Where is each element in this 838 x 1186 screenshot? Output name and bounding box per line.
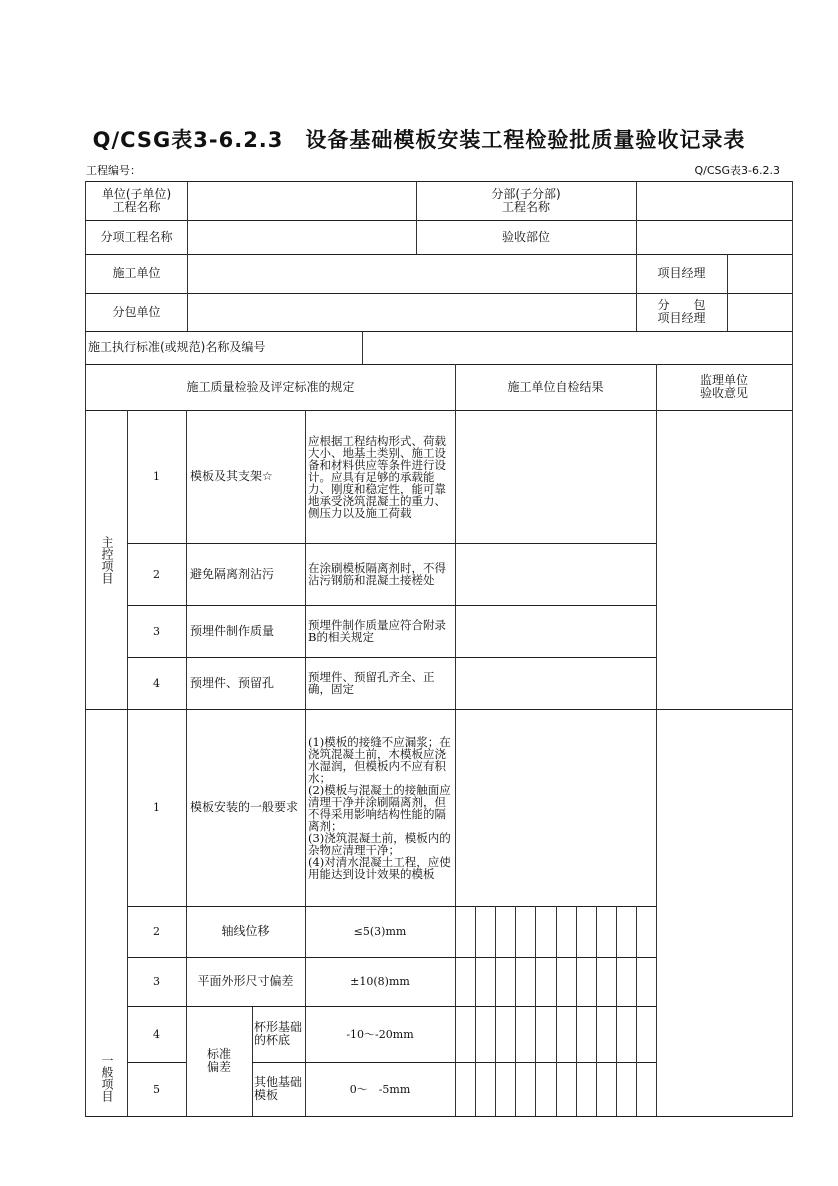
measurement-cell[interactable] (515, 906, 535, 957)
item-number: 3 (153, 975, 160, 988)
division-name-label: 分部(子分部) 工程名称 (491, 186, 561, 214)
measurement-cell[interactable] (616, 1062, 636, 1116)
sub-project-manager-label (636, 293, 727, 331)
measurement-cell[interactable] (455, 906, 475, 957)
subcontractor-field[interactable] (187, 293, 636, 331)
measurement-cell[interactable] (616, 906, 636, 957)
measurement-cell[interactable] (556, 957, 576, 1006)
measurement-cell[interactable] (475, 957, 495, 1006)
measurement-cell[interactable] (455, 1006, 475, 1062)
general-items-label: 一般项目 (100, 1053, 114, 1102)
item-standard: 0～ -5mm (349, 1082, 411, 1096)
grid-line (85, 1116, 792, 1117)
measurement-cell[interactable] (636, 957, 656, 1006)
measurement-cell[interactable] (576, 1006, 596, 1062)
acceptance-part-label: 验收部位 (501, 229, 550, 244)
item-standard: 在涂刷模板隔离剂时，不得沾污钢筋和混凝土接槎处 (308, 561, 446, 587)
measurement-cell[interactable] (535, 1006, 555, 1062)
measurement-cell[interactable] (556, 1062, 576, 1116)
item-number: 3 (153, 624, 160, 638)
measurement-cell[interactable] (636, 1062, 656, 1116)
item-name: 杯形基础的杯底 (254, 1020, 303, 1047)
measurement-cell[interactable] (556, 906, 576, 957)
measurement-cell[interactable] (495, 1062, 515, 1116)
measurement-cell[interactable] (475, 906, 495, 957)
item-number: 2 (153, 925, 160, 938)
measurement-cell[interactable] (576, 957, 596, 1006)
acceptance-part-field[interactable] (636, 220, 792, 254)
item-name: 模板安装的一般要求 (190, 800, 299, 814)
subitem-name-label: 分项工程名称 (100, 229, 173, 244)
standard-label: 施工执行标准(或规范)名称及编号 (88, 340, 266, 354)
measurement-cell[interactable] (475, 1062, 495, 1116)
measurement-cell[interactable] (455, 957, 475, 1006)
supervision-main-field[interactable] (656, 410, 792, 709)
self-check-field[interactable] (455, 657, 656, 709)
main-items-label: 主控项目 (100, 535, 114, 584)
sub-pm-label-line2: 项目经理 (657, 311, 706, 325)
item-name: 平面外形尺寸偏差 (197, 974, 294, 988)
subcontractor-label: 分包单位 (112, 304, 161, 319)
deviation-group-label: 标准 偏差 (206, 1047, 231, 1074)
measurement-cell[interactable] (515, 1062, 535, 1116)
measurement-cell[interactable] (616, 957, 636, 1006)
item-standard: 预埋件制作质量应符合附录B的相关规定 (308, 618, 446, 644)
project-manager-label: 项目经理 (657, 266, 706, 280)
contractor-label: 施工单位 (112, 266, 161, 280)
item-number: 5 (153, 1082, 160, 1096)
item-name: 其他基础模板 (254, 1075, 303, 1102)
contractor-field[interactable] (187, 254, 636, 293)
measurement-cell[interactable] (576, 1062, 596, 1116)
item-name: 预埋件制作质量 (190, 623, 275, 638)
measurement-cell[interactable] (455, 1062, 475, 1116)
measurement-cell[interactable] (596, 957, 616, 1006)
item-name: 避免隔离剂沾污 (190, 566, 275, 581)
measurement-cell[interactable] (596, 906, 616, 957)
measurement-cell[interactable] (616, 1006, 636, 1062)
form-code: Q/CSG表3-6.2.3 (694, 164, 780, 177)
self-check-field[interactable] (455, 605, 656, 657)
item-number: 1 (153, 801, 160, 814)
measurement-cell[interactable] (596, 1062, 616, 1116)
self-check-field[interactable] (455, 410, 656, 543)
item-standard: ±10(8)mm (350, 975, 410, 988)
grid-line (792, 181, 793, 1117)
item-number: 4 (153, 1027, 160, 1041)
measurement-cell[interactable] (596, 1006, 616, 1062)
measurement-cell[interactable] (535, 906, 555, 957)
measurement-cell[interactable] (495, 906, 515, 957)
measurement-cell[interactable] (576, 906, 596, 957)
item-name: 预埋件、预留孔 (190, 675, 275, 690)
measurement-cell[interactable] (556, 1006, 576, 1062)
measurement-cell[interactable] (515, 1006, 535, 1062)
self-check-field[interactable] (455, 543, 656, 605)
self-check-column-header: 施工单位自检结果 (507, 379, 604, 394)
item-standard: (1)模板的接缝不应漏浆；在浇筑混凝土前，木模板应浇水湿润，但模板内不应有积水； (2)模板与混凝土的接触面应清理干净并涂刷隔离剂，但不得采用影响结构性能的隔离剂； (3)浇筑混凝土前，模板内的杂物应清理干净； (4)对清水混凝土工程，应使用能达到设计效果的模板 (308, 734, 451, 881)
item-standard: 应根据工程结构形式、荷载大小、地基土类别、施工设备和材料供应等条件进行设计。应具有足够的承载能力、刚度和稳定性，能可靠地承受浇筑混凝土的重力、侧压力以及施工荷载 (308, 433, 446, 520)
spec-column-header: 施工质量检验及评定标准的规定 (186, 379, 355, 394)
project-number-label: 工程编号： (86, 164, 141, 177)
self-check-field[interactable] (455, 709, 656, 906)
sub-pm-label-line1: 分 包 (657, 298, 706, 312)
item-number: 2 (153, 567, 160, 581)
item-name: 模板及其支架☆ (190, 469, 273, 483)
supervision-general-field[interactable] (656, 709, 792, 1116)
measurement-cell[interactable] (636, 1006, 656, 1062)
sub-project-manager-field[interactable] (727, 293, 792, 331)
main-items-group (86, 410, 127, 709)
subitem-name-field[interactable] (187, 220, 416, 254)
measurement-cell[interactable] (636, 906, 656, 957)
item-standard: -10～-20mm (346, 1027, 414, 1041)
unit-name-field[interactable] (187, 181, 416, 220)
general-items-group (86, 709, 127, 1116)
measurement-cell[interactable] (495, 957, 515, 1006)
form-title: Q/CSG表3-6.2.3 设备基础模板安装工程检验批质量验收记录表 (92, 128, 746, 152)
measurement-cell[interactable] (515, 957, 535, 1006)
item-standard: 预埋件、预留孔齐全、正确，固定 (308, 670, 435, 696)
measurement-cell[interactable] (495, 1006, 515, 1062)
project-manager-field[interactable] (727, 254, 792, 293)
unit-name-label: 单位(子单位) 工程名称 (101, 186, 172, 214)
item-name: 轴线位移 (221, 924, 270, 938)
item-standard: ≤5(3)mm (353, 925, 407, 938)
measurement-cell[interactable] (535, 957, 555, 1006)
item-number: 1 (153, 470, 160, 483)
measurement-cell[interactable] (475, 1006, 495, 1062)
item-number: 4 (153, 676, 160, 690)
standard-field[interactable] (362, 331, 792, 364)
division-name-field[interactable] (636, 181, 792, 220)
measurement-cell[interactable] (535, 1062, 555, 1116)
supervision-column-header: 监理单位 验收意见 (699, 373, 748, 400)
